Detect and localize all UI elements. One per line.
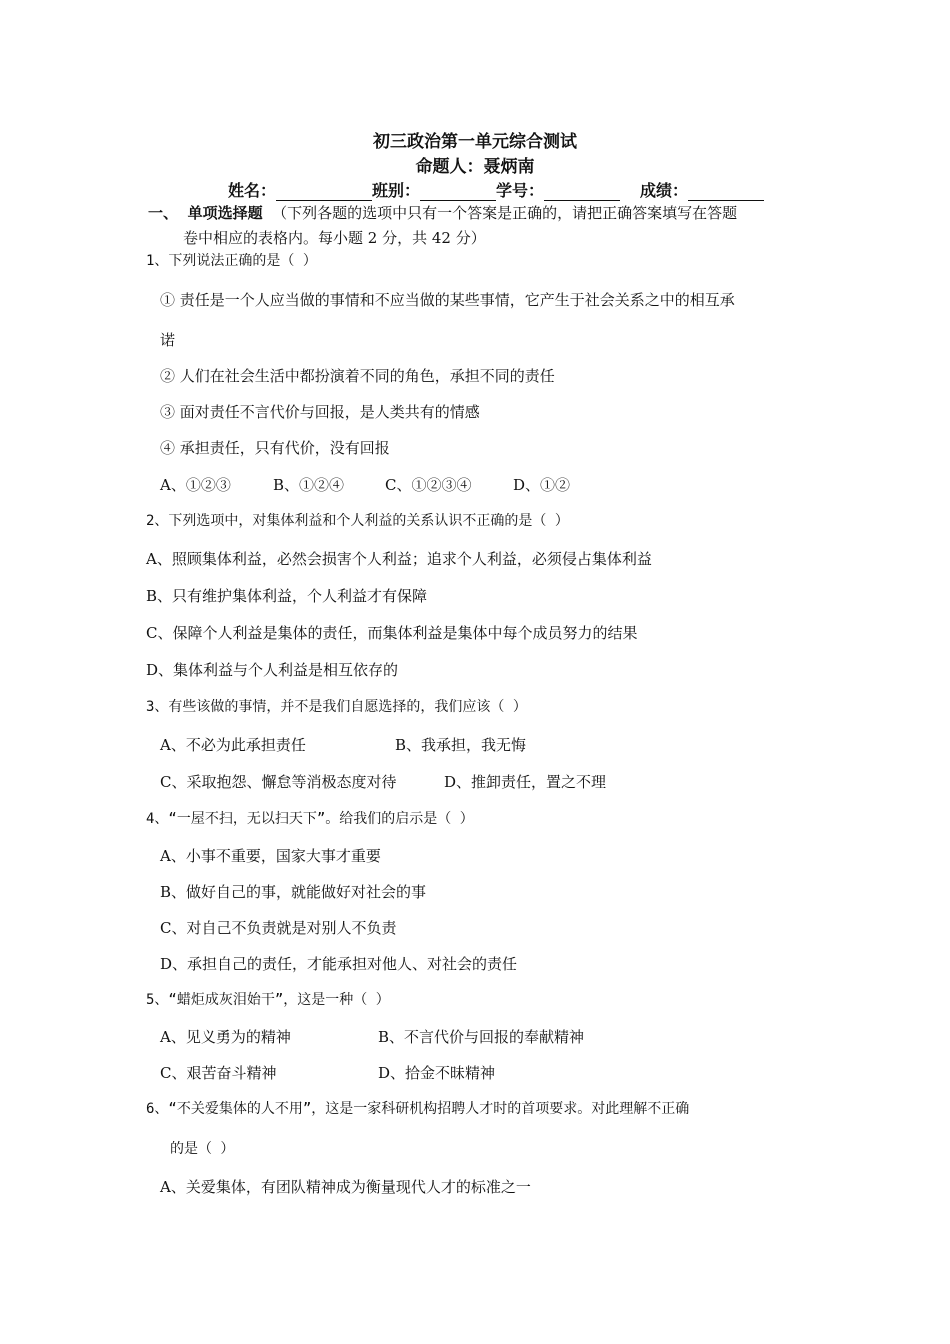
question-2-stem: 2、下列选项中，对集体利益和个人利益的关系认识不正确的是（ ）	[146, 513, 569, 529]
question-5-option-b[interactable]: B、不言代价与回报的奉献精神	[378, 1028, 585, 1046]
question-3-option-d[interactable]: D、推卸责任，置之不理	[444, 773, 607, 791]
question-2-option-c[interactable]: C、保障个人利益是集体的责任，而集体利益是集体中每个成员努力的结果	[146, 624, 638, 642]
question-1-option-c[interactable]: C、①②③④	[385, 476, 472, 494]
name-field[interactable]	[276, 183, 372, 201]
question-6-option-a[interactable]: A、关爱集体，有团队精神成为衡量现代人才的标准之一	[160, 1178, 531, 1196]
question-1-statement-4: ④ 承担责任，只有代价，没有回报	[160, 439, 390, 457]
question-4-option-d[interactable]: D、承担自己的责任，才能承担对他人、对社会的责任	[160, 955, 518, 973]
question-5-stem: 5、“蜡炬成灰泪始干”，这是一种（ ）	[146, 992, 390, 1008]
question-4-option-a[interactable]: A、小事不重要，国家大事才重要	[160, 847, 381, 865]
question-2-option-d[interactable]: D、集体利益与个人利益是相互依存的	[146, 661, 399, 679]
question-5-option-c[interactable]: C、艰苦奋斗精神	[160, 1064, 277, 1082]
question-6-stem-cont: 的是（ ）	[170, 1141, 235, 1157]
author-line: 命题人：聂炳南	[415, 157, 535, 177]
question-4-option-b[interactable]: B、做好自己的事，就能做好对社会的事	[160, 883, 427, 901]
id-label: 学号：	[496, 181, 545, 200]
student-info-line	[228, 178, 764, 201]
score-field[interactable]	[688, 183, 764, 201]
question-4-option-c[interactable]: C、对自己不负责就是对别人不负责	[160, 919, 397, 937]
class-field[interactable]	[420, 183, 496, 201]
question-2-option-b[interactable]: B、只有维护集体利益，个人利益才有保障	[146, 587, 428, 605]
section-header	[148, 203, 737, 223]
section-desc-2: 卷中相应的表格内。每小题 2 分，共 42 分）	[183, 229, 486, 247]
question-4-stem: 4、“一屋不扫，无以扫天下”。给我们的启示是（ ）	[146, 811, 474, 827]
question-1-stem: 1、下列说法正确的是（ ）	[146, 253, 317, 269]
question-1-statement-3: ③ 面对责任不言代价与回报，是人类共有的情感	[160, 403, 480, 421]
section-desc-1: （下列各题的选项中只有一个答案是正确的，请把正确答案填写在答题	[272, 204, 738, 222]
question-1-option-d[interactable]: D、①②	[513, 476, 571, 494]
question-1-statement-1-cont: 诺	[160, 331, 176, 349]
question-5-option-a[interactable]: A、见义勇为的精神	[160, 1028, 291, 1046]
question-1-statement-2: ② 人们在社会生活中都扮演着不同的角色，承担不同的责任	[160, 367, 555, 385]
question-3-option-c[interactable]: C、采取抱怨、懈怠等消极态度对待	[160, 773, 397, 791]
question-5-option-d[interactable]: D、拾金不昧精神	[378, 1064, 496, 1082]
question-3-option-b[interactable]: B、我承担，我无悔	[395, 736, 527, 754]
class-label: 班别：	[372, 181, 421, 200]
exam-title: 初三政治第一单元综合测试	[373, 132, 577, 152]
section-name: 单项选择题	[187, 204, 263, 222]
question-1-option-b[interactable]: B、①②④	[273, 476, 345, 494]
question-2-option-a[interactable]: A、照顾集体利益，必然会损害个人利益；追求个人利益，必须侵占集体利益	[146, 550, 652, 568]
question-6-stem: 6、“不关爱集体的人不用”，这是一家科研机构招聘人才时的首项要求。对此理解不正确	[146, 1101, 690, 1117]
question-1-option-a[interactable]: A、①②③	[160, 476, 231, 494]
section-number: 一、	[148, 204, 179, 222]
score-label: 成绩：	[640, 181, 689, 200]
question-3-option-a[interactable]: A、不必为此承担责任	[160, 736, 306, 754]
name-label: 姓名：	[228, 181, 277, 200]
question-1-statement-1: ① 责任是一个人应当做的事情和不应当做的某些事情，它产生于社会关系之中的相互承	[160, 291, 735, 309]
question-3-stem: 3、有些该做的事情，并不是我们自愿选择的，我们应该（ ）	[146, 699, 527, 715]
id-field[interactable]	[544, 183, 620, 201]
